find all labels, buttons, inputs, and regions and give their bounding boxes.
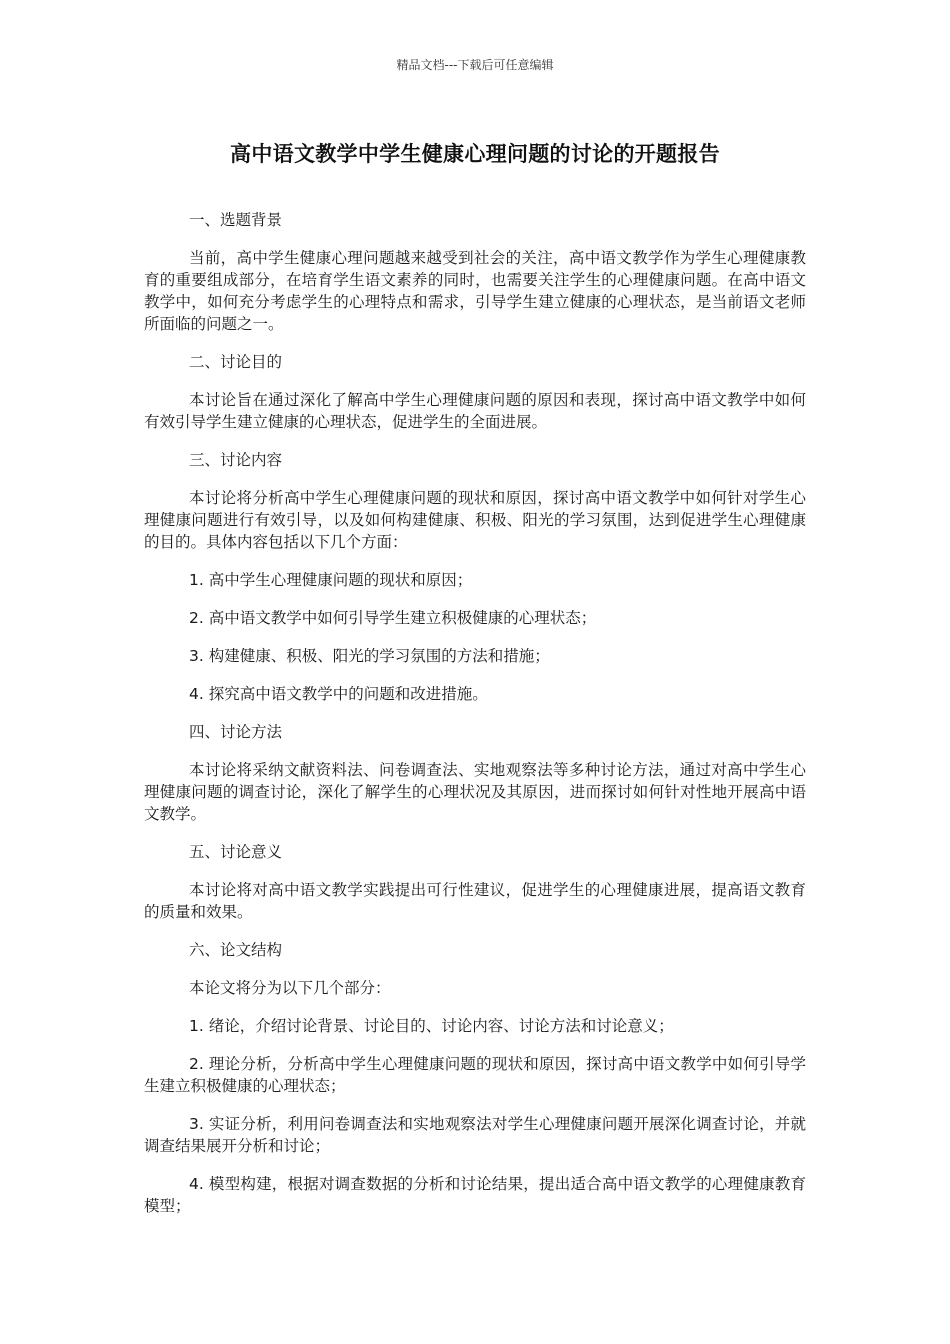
page-header-note: 精品文档---下载后可任意编辑 xyxy=(396,58,554,72)
section-heading-method: 四、讨论方法 xyxy=(189,723,283,741)
list-item-structure-2: 2. 理论分析，分析高中学生心理健康问题的现状和原因，探讨高中语文教学中如何引导学生建立积极健康的心理状态； xyxy=(144,1055,806,1095)
section-heading-structure: 六、论文结构 xyxy=(189,941,283,959)
document-body xyxy=(144,209,806,1233)
section-heading-purpose: 二、讨论目的 xyxy=(189,353,283,371)
list-item-content-1: 1. 高中学生心理健康问题的现状和原因； xyxy=(189,571,473,589)
list-item-content-2: 2. 高中语文教学中如何引导学生建立积极健康的心理状态； xyxy=(189,609,597,627)
document-title: 高中语文教学中学生健康心理问题的讨论的开题报告 xyxy=(230,142,720,166)
paragraph-purpose: 本讨论旨在通过深化了解高中学生心理健康问题的原因和表现，探讨高中语文教学中如何有效引导学生建立健康的心理状态，促进学生的全面进展。 xyxy=(144,391,806,431)
list-item-structure-1: 1. 绪论，介绍讨论背景、讨论目的、讨论内容、讨论方法和讨论意义； xyxy=(189,1017,674,1035)
list-item-content-4: 4. 探究高中语文教学中的问题和改进措施。 xyxy=(189,685,488,703)
paragraph-structure-intro: 本论文将分为以下几个部分： xyxy=(189,979,391,997)
paragraph-significance: 本讨论将对高中语文教学实践提出可行性建议，促进学生的心理健康进展，提高语文教育的质量和效果。 xyxy=(144,881,806,921)
list-item-structure-4: 4. 模型构建，根据对调查数据的分析和讨论结果，提出适合高中语文教学的心理健康教育模型； xyxy=(144,1175,806,1215)
paragraph-background: 当前，高中学生健康心理问题越来越受到社会的关注，高中语文教学作为学生心理健康教育的重要组成部分，在培育学生语文素养的同时，也需要关注学生的心理健康问题。在高中语文教学中，如何充分考虑学生的心理特点和需求，引导学生建立健康的心理状态，是当前语文老师所面临的问题之一。 xyxy=(144,249,806,333)
list-item-content-3: 3. 构建健康、积极、阳光的学习氛围的方法和措施； xyxy=(189,647,550,665)
section-heading-background: 一、选题背景 xyxy=(189,211,283,229)
paragraph-content: 本讨论将分析高中学生心理健康问题的现状和原因，探讨高中语文教学中如何针对学生心理健康问题进行有效引导，以及如何构建健康、积极、阳光的学习氛围，达到促进学生心理健康的目的。具体内容包括以下几个方面： xyxy=(144,489,806,551)
paragraph-method: 本讨论将采纳文献资料法、问卷调查法、实地观察法等多种讨论方法，通过对高中学生心理健康问题的调查讨论，深化了解学生的心理状况及其原因，进而探讨如何针对性地开展高中语文教学。 xyxy=(144,761,806,823)
section-heading-content: 三、讨论内容 xyxy=(189,451,283,469)
list-item-structure-3: 3. 实证分析，利用问卷调查法和实地观察法对学生心理健康问题开展深化调查讨论，并就调查结果展开分析和讨论； xyxy=(144,1115,806,1155)
section-heading-significance: 五、讨论意义 xyxy=(189,843,283,861)
